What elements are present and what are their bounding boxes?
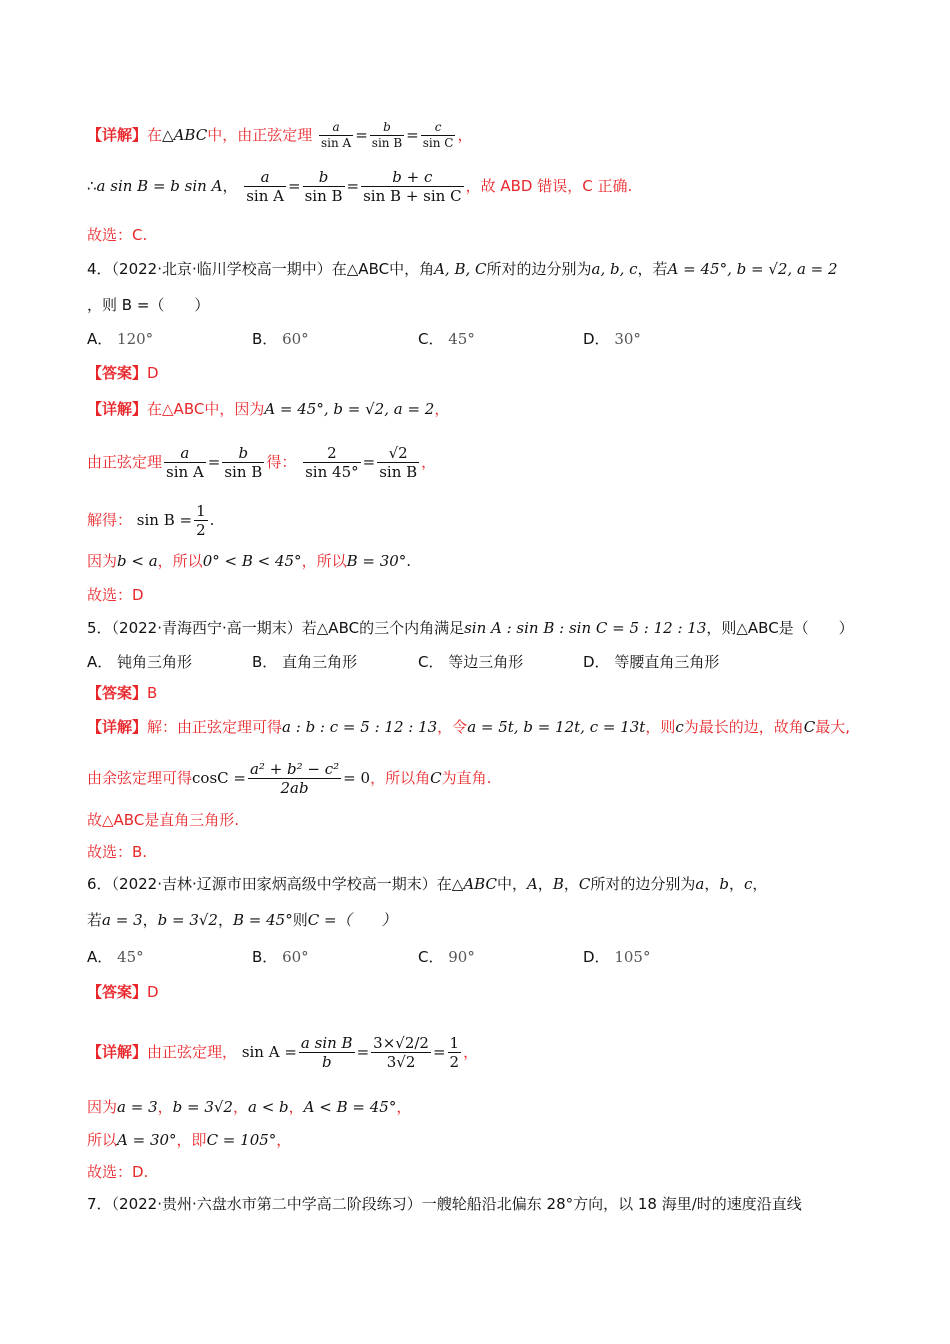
q6-option-c[interactable]: C． 90° xyxy=(418,948,475,966)
conclusion-text: ，故 ABD 错误，C 正确. xyxy=(465,177,633,195)
q5-final: 故选：B. xyxy=(87,843,148,861)
detail-tag: 【详解】 xyxy=(87,126,148,144)
q6-detail-line2: 因为a = 3，b = 3√2，a < b，A < B = 45°， xyxy=(87,1098,412,1116)
q4-detail-line2: 由正弦定理 $\frac{a}{\text{sin A}}$ = $\frac{b}{\text{sin B}}$ 得： $\frac{2}{\sin 45^\circ}$ = $\frac{√2}{\text{sin B}}$ ， xyxy=(87,444,437,481)
q5-detail-line2: 由余弦定理可得cosC = $\frac{\text{a² + b² − c²}}{2ab}$ = 0，所以角C为直角. xyxy=(87,760,492,797)
q4-option-a[interactable]: A． 120° xyxy=(87,330,154,348)
q5-option-b[interactable]: B． 直角三角形 xyxy=(252,653,358,671)
q5-answer: 【答案】B xyxy=(87,684,158,702)
q5-stem: 5．（2022·青海西宁·高一期末）若△ABC的三个内角满足sin A : sin B : sin C = 5 : 12 : 13，则△ABC是（ ） xyxy=(87,619,854,637)
fraction-a-sinA: $\frac{a}{\text{sin A}}$ xyxy=(320,120,352,150)
q6-answer: 【答案】D xyxy=(87,983,159,1001)
q5-option-c[interactable]: C． 等边三角形 xyxy=(418,653,524,671)
q5-option-a[interactable]: A． 钝角三角形 xyxy=(87,653,193,671)
q4-final: 故选：D xyxy=(87,586,144,604)
q7-source: （2022·贵州·六盘水市第二中学高二阶段练习） xyxy=(111,1195,422,1213)
q4-option-d[interactable]: D． 30° xyxy=(583,330,641,348)
q5-detail-line3: 故△ABC是直角三角形. xyxy=(87,811,240,829)
q7-stem: 7．（2022·贵州·六盘水市第二中学高二阶段练习）一艘轮船沿北偏东 28°方向，以 18 海里/时的速度沿直线 xyxy=(87,1195,802,1213)
fraction-b-sinB: $\frac{b}{\text{sin B}}$ xyxy=(371,120,403,150)
q6-stem-line2: 若a = 3，b = 3√2，B = 45°则C =（ ） xyxy=(87,911,397,929)
q6-final: 故选：D. xyxy=(87,1163,149,1181)
q6-option-b[interactable]: B． 60° xyxy=(252,948,309,966)
q4-source: （2022·北京·临川学校高一期中） xyxy=(111,260,332,278)
q5-option-d[interactable]: D． 等腰直角三角形 xyxy=(583,653,720,671)
q3-detail-line2: ∴a sin B = b sin A， $\frac{a}{\text{sin A}}$ = $\frac{b}{\text{sin B}}$ = $\frac{b + c}{\text{sin B + sin C}}$ ，故 ABD 错误，C 正确. xyxy=(87,168,633,205)
q4-detail-line3: 解得： sin B = $\frac{1}{2}$ . xyxy=(87,502,215,539)
q5-source: （2022·青海西宁·高一期末） xyxy=(111,619,302,637)
q4-option-c[interactable]: C． 45° xyxy=(418,330,475,348)
q3-detail-line1: 【详解】在△ABC中，由正弦定理 $\frac{a}{\text{sin A}}$ = $\frac{b}{\text{sin B}}$ = $\frac{c}{\text{sin C}}$ ， xyxy=(87,120,473,150)
fraction-c-sinC: $\frac{c}{\text{sin C}}$ xyxy=(422,120,454,150)
q4-answer: 【答案】D xyxy=(87,364,159,382)
fraction-bc: $\frac{b + c}{\text{sin B + sin C}}$ xyxy=(363,168,462,205)
q4-detail-line1: 【详解】在△ABC中，因为A = 45°, b = √2, a = 2， xyxy=(87,400,450,418)
q6-stem: 6．（2022·吉林·辽源市田家炳高级中学校高一期末）在△ABC中，A，B，C所对的边分别为a，b，c， xyxy=(87,875,768,893)
q4-option-b[interactable]: B． 60° xyxy=(252,330,309,348)
fraction-a-sinA-2: $\frac{a}{\text{sin A}}$ xyxy=(246,168,284,205)
q4-detail-line4: 因为b < a，所以0° < B < 45°，所以B = 30°. xyxy=(87,552,412,570)
fraction-b-sinB-2: $\frac{b}{\text{sin B}}$ xyxy=(304,168,343,205)
q6-option-a[interactable]: A． 45° xyxy=(87,948,144,966)
q5-detail-line1: 【详解】解：由正弦定理可得a : b : c = 5 : 12 : 13，令a = 5t, b = 12t, c = 13t，则c为最长的边，故角C最大, xyxy=(87,718,851,736)
q6-detail-line3: 所以A = 30°，即C = 105°， xyxy=(87,1131,292,1149)
q4-condition: A = 45°, b = √2, a = 2 xyxy=(667,260,838,278)
q3-answer: 故选：C. xyxy=(87,226,148,244)
q6-option-d[interactable]: D． 105° xyxy=(583,948,651,966)
q4-stem-line2: ，则 B =（ ） xyxy=(87,296,210,314)
q5-ratio: sin A : sin B : sin C = 5 : 12 : 13 xyxy=(464,619,707,637)
q6-detail-line1: 【详解】由正弦定理， sin A = $\frac{\text{a sin B}}{b}$ = $\frac{3\times√2/2}{3√2}$ = $\frac{1}{2}$ ， xyxy=(87,1034,479,1071)
q4-stem: 4．（2022·北京·临川学校高一期中）在△ABC中，角A, B, C所对的边分别为a, b, c，若A = 45°, b = √2, a = 2 xyxy=(87,260,838,278)
q6-source: （2022·吉林·辽源市田家炳高级中学校高一期末） xyxy=(111,875,437,893)
equation-asinB: a sin B = b sin A xyxy=(96,177,223,195)
